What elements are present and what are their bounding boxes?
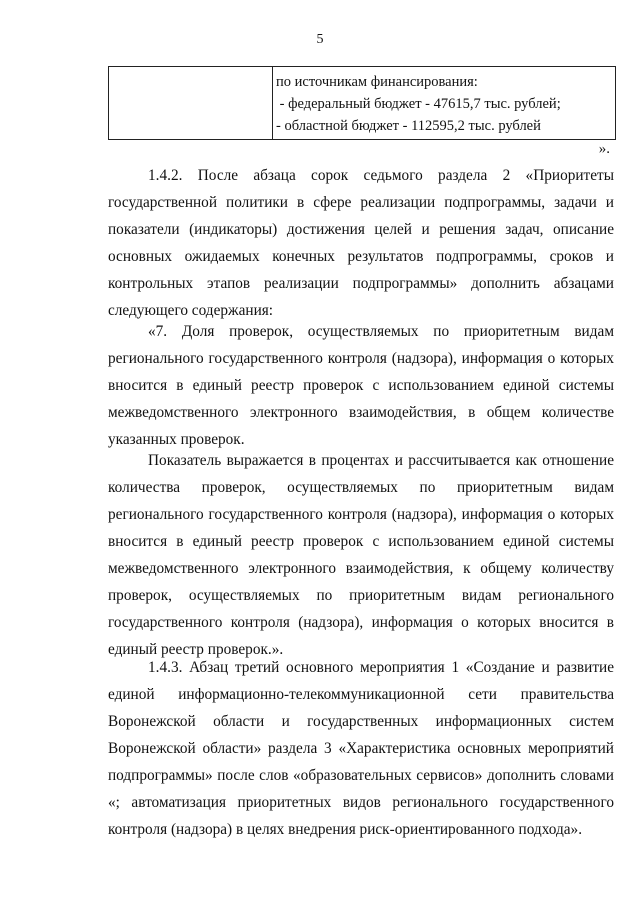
paragraph-indicator-definition: Показатель выражается в процентах и рассчитывается как отношение количества проверок, осуществляемых по приоритетным видам регионального государственного контроля (надзора), информация о которых вносится в единый реестр проверок с использованием единой системы межведомственного электронного взаимодействия, к общему количеству проверок, осуществляемых по приоритетным видам регионального государственного контроля (надзора), информация о которых вносится в единый реестр проверок.». bbox=[108, 452, 614, 658]
table-empty-cell bbox=[109, 67, 273, 139]
regional-budget-line: - областной бюджет - 112595,2 тыс. рублей bbox=[276, 118, 541, 134]
page-number: 5 bbox=[316, 32, 324, 47]
paragraph-1-4-3: 1.4.3. Абзац третий основного мероприятия 1 «Создание и развитие единой информационно-телекоммуникационной сети правительства Воронежской области и государственных информационных систем Воронежской области» раздела 3 «Характеристика основных мероприятий подпрограммы» после слов «образовательных сервисов» дополнить словами «; автоматизация приоритетных видов регионального государственного контроля (надзора) в целях внедрения риск-ориентированного подхода». bbox=[108, 659, 614, 838]
financing-table bbox=[108, 66, 616, 140]
federal-budget-line: - федеральный бюджет - 47615,7 тыс. рублей; bbox=[276, 96, 561, 112]
financing-sources-line: по источникам финансирования: bbox=[276, 74, 478, 90]
paragraph-indicator-7: «7. Доля проверок, осуществляемых по приоритетным видам регионального государственного контроля (надзора), информация о которых вносится в единый реестр проверок с использованием единой системы межведомственного электронного взаимодействия, в общем количестве указанных проверок. bbox=[108, 323, 614, 448]
closing-quote: ». bbox=[598, 141, 610, 157]
paragraph-1-4-2: 1.4.2. После абзаца сорок седьмого раздела 2 «Приоритеты государственной политики в сфере реализации подпрограммы, задачи и показатели (индикаторы) достижения целей и решения задач, описание основных ожидаемых конечных результатов подпрограммы, сроков и контрольных этапов реализации подпрограммы» дополнить абзацами следующего содержания: bbox=[108, 167, 614, 319]
table-financing-cell bbox=[273, 67, 615, 139]
